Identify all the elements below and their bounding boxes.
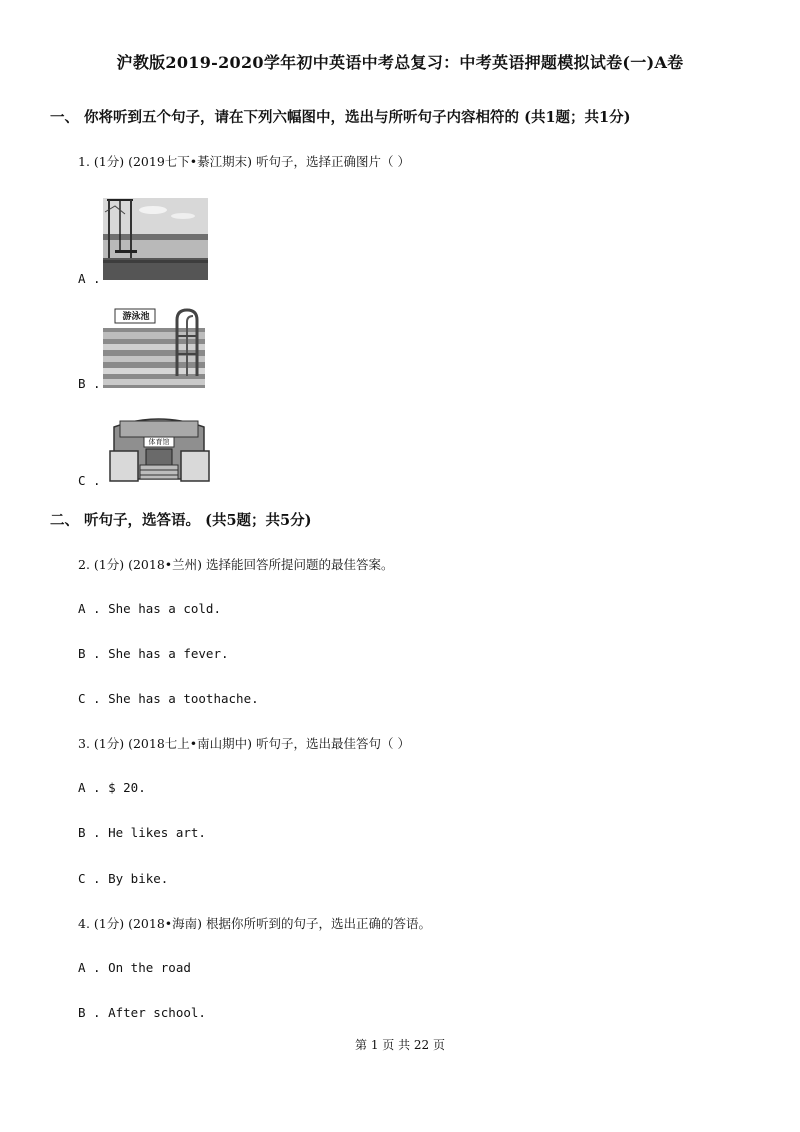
swimming-pool-image — [103, 306, 205, 388]
option-a-label: A . — [78, 271, 101, 286]
gym-building-image — [108, 415, 211, 483]
option-c-label: C . — [78, 473, 101, 488]
page-footer: 第 1 页 共 22 页 — [355, 1038, 445, 1052]
question-2-option-b: B . She has a fever. — [78, 646, 229, 661]
option-b-label: B . — [78, 376, 101, 391]
question-3-stem: 3. (1分) (2018七上•南山期中) 听句子，选出最佳答句（ ） — [78, 736, 410, 751]
question-1-stem: 1. (1分) (2019七下•綦江期末) 听句子，选择正确图片（ ） — [78, 154, 410, 169]
question-4-option-b: B . After school. — [78, 1005, 206, 1020]
gym-sign-text: 体育馆 — [148, 438, 170, 446]
section-header-1: 一、 你将听到五个句子，请在下列六幅图中，选出与所听句子内容相符的 (共1题；共1分) — [50, 109, 631, 126]
question-4-stem: 4. (1分) (2018•海南) 根据你所听到的句子，选出正确的答语。 — [78, 916, 431, 931]
question-3-option-a: A . $ 20. — [78, 780, 146, 795]
question-4-option-a: A . On the road — [78, 960, 191, 975]
question-2-option-c: C . She has a toothache. — [78, 691, 259, 706]
question-2-stem: 2. (1分) (2018•兰州) 选择能回答所提问题的最佳答案。 — [78, 557, 394, 572]
pool-sign-text: 游泳池 — [122, 312, 150, 322]
section-header-2: 二、 听句子，选答语。 (共5题；共5分) — [50, 512, 312, 529]
playground-with-swing-image — [103, 198, 208, 280]
page-title: 沪教版2019-2020学年初中英语中考总复习：中考英语押题模拟试卷(一)A卷 — [116, 53, 684, 72]
question-3-option-b: B . He likes art. — [78, 825, 206, 840]
question-3-option-c: C . By bike. — [78, 871, 169, 886]
question-2-option-a: A . She has a cold. — [78, 601, 221, 616]
